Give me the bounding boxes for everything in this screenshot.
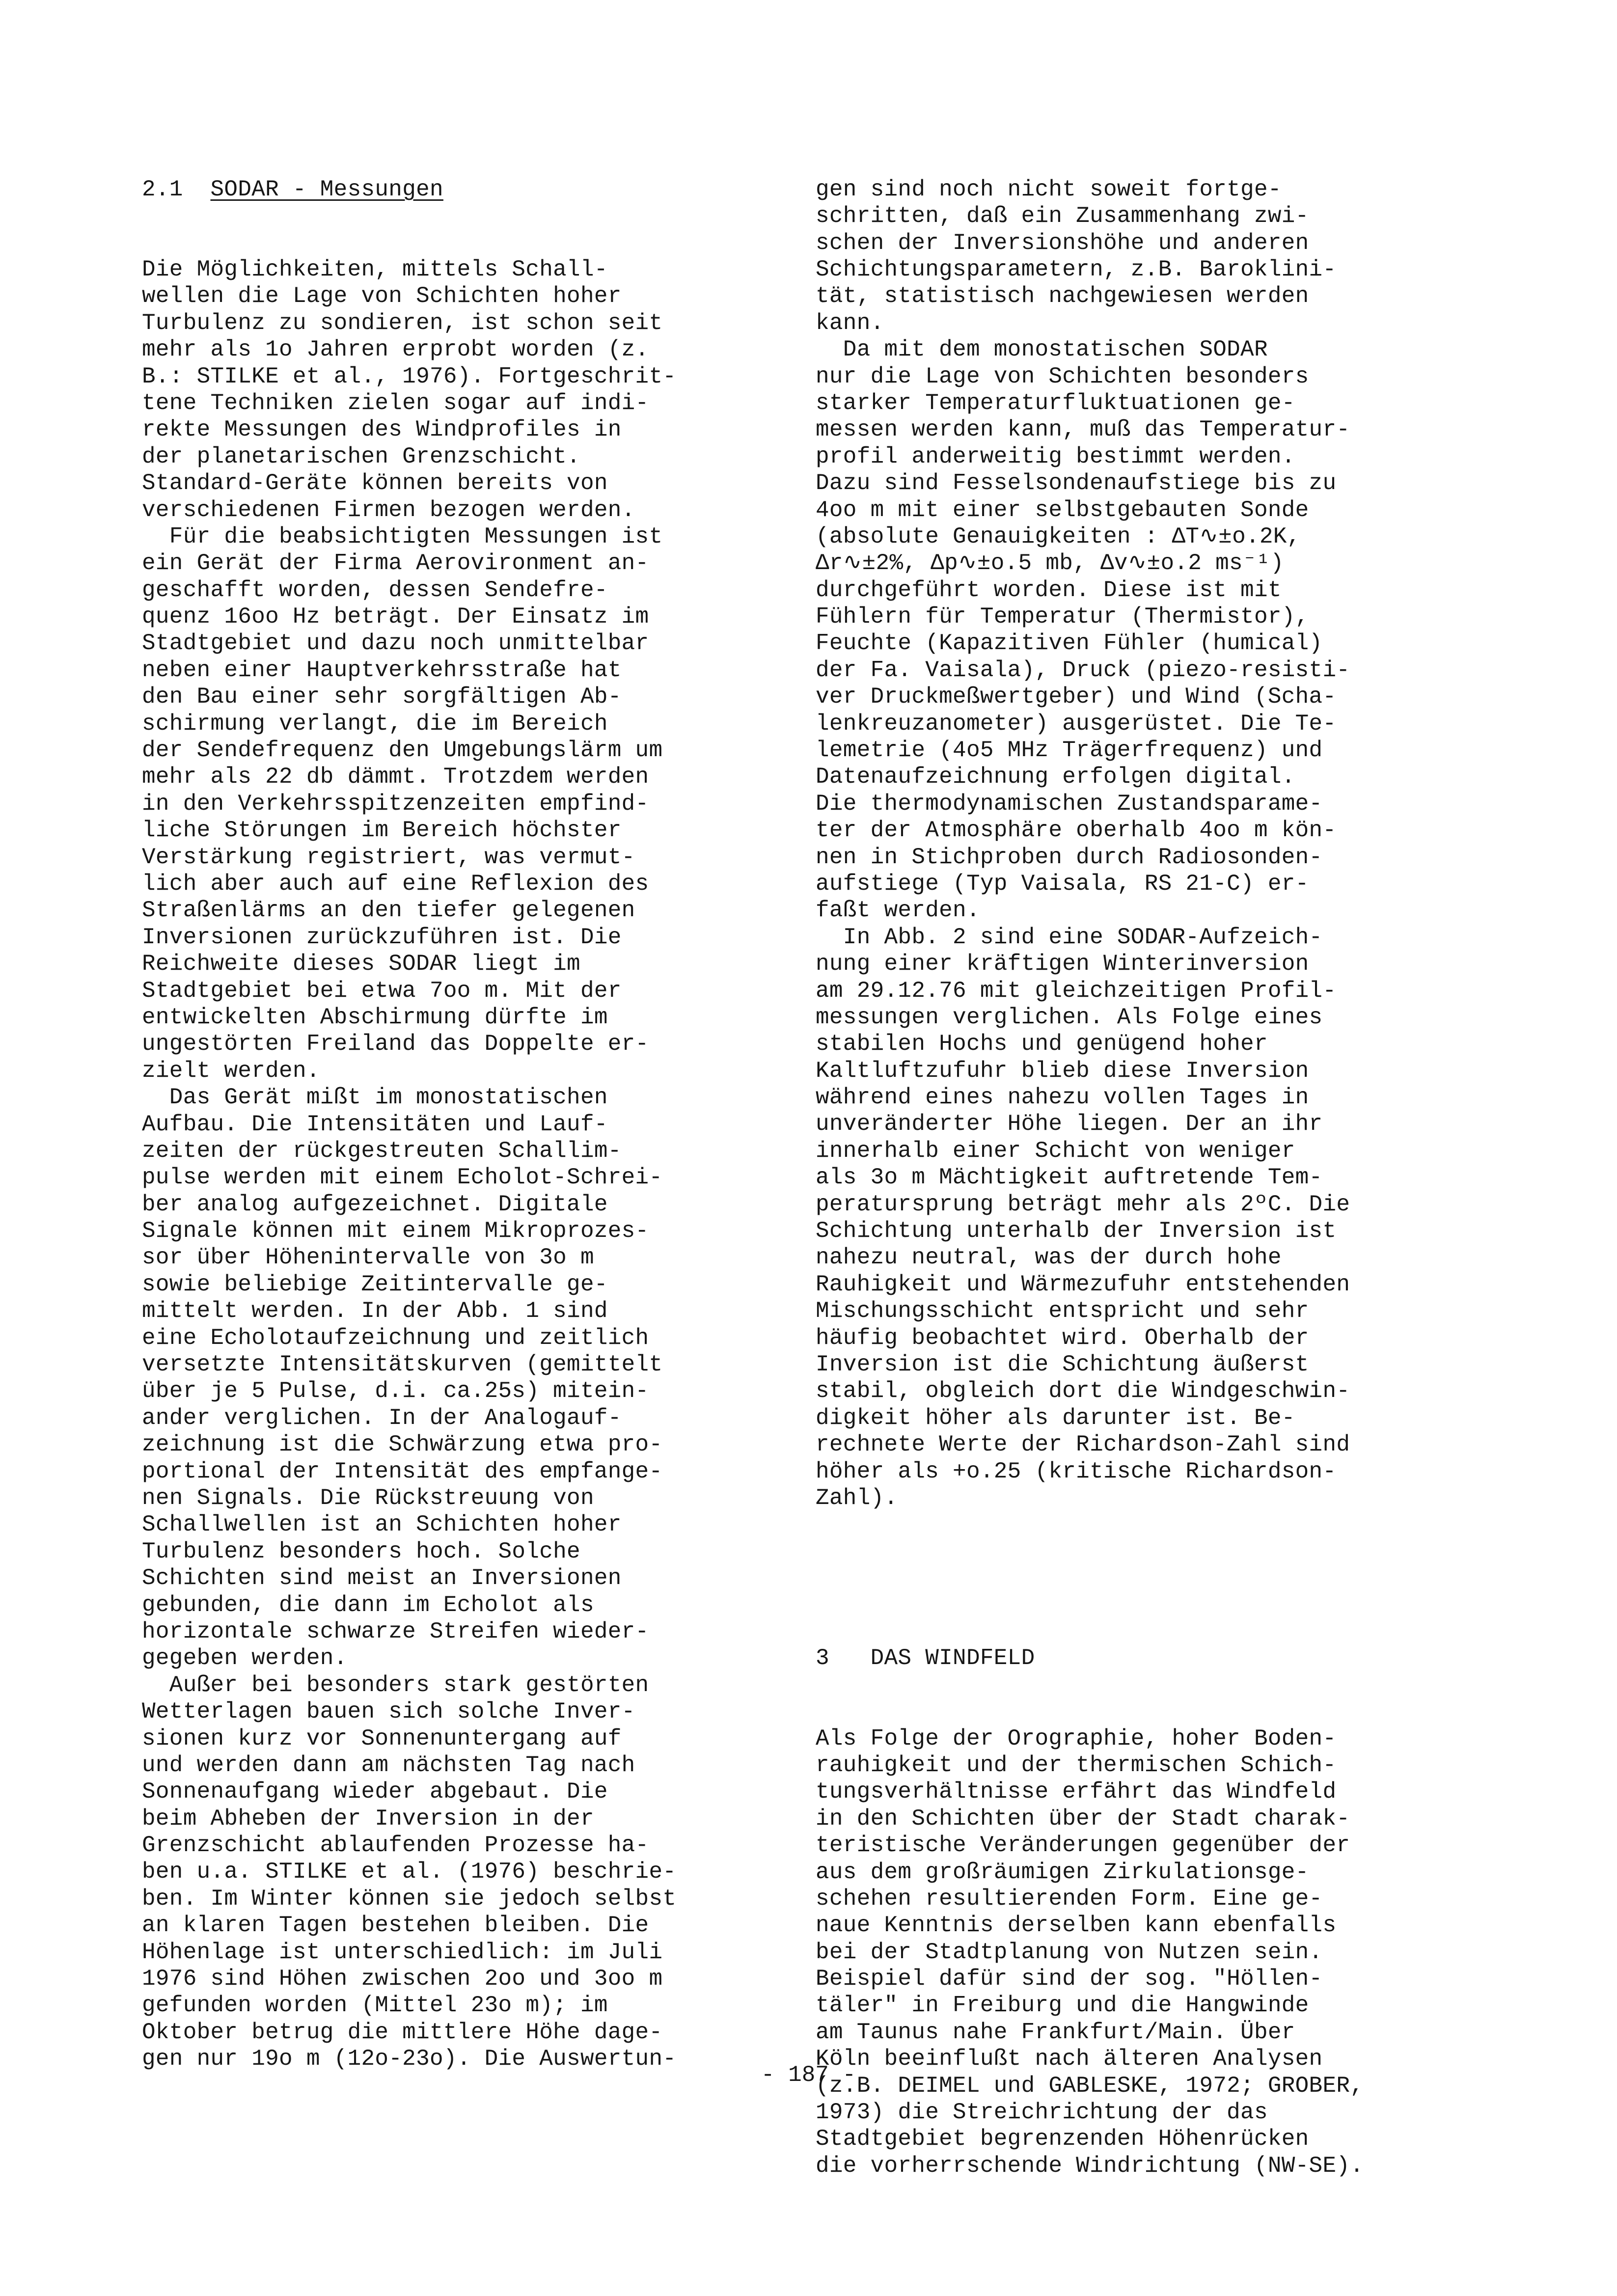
- text-line: beim Abheben der Inversion in der: [142, 1805, 594, 1831]
- right-column: [816, 123, 1469, 2206]
- text-line: rekte Messungen des Windprofiles in: [142, 417, 622, 443]
- text-line: Das Gerät mißt im monostatischen: [142, 1085, 608, 1111]
- text-line: 4oo m mit einer selbstgebauten Sonde: [816, 497, 1309, 523]
- text-line: den Bau einer sehr sorgfältigen Ab-: [142, 684, 622, 710]
- text-line: ein Gerät der Firma Aerovironment an-: [142, 550, 649, 576]
- text-line: rechnete Werte der Richardson-Zahl sind: [816, 1432, 1350, 1458]
- text-line: aus dem großräumigen Zirkulationsge-: [816, 1859, 1309, 1885]
- text-line: tene Techniken zielen sogar auf indi-: [142, 390, 649, 416]
- text-line: kann.: [816, 310, 884, 336]
- section-number: 3: [816, 1645, 829, 1671]
- text-line: nung einer kräftigen Winterinversion: [816, 951, 1309, 977]
- text-line: während eines nahezu vollen Tages in: [816, 1085, 1309, 1111]
- text-line: geschafft worden, dessen Sendefre-: [142, 577, 608, 603]
- text-line: Schichtung unterhalb der Inversion ist: [816, 1218, 1337, 1244]
- text-line: tät, statistisch nachgewiesen werden: [816, 283, 1309, 309]
- text-line: messungen verglichen. Als Folge eines: [816, 1004, 1323, 1030]
- text-line: schen der Inversionshöhe und anderen: [816, 230, 1309, 256]
- right-column-body-top: [816, 176, 1469, 1512]
- text-line: häufig beobachtet wird. Oberhalb der: [816, 1325, 1309, 1351]
- text-line: Stadtgebiet bei etwa 7oo m. Mit der: [142, 978, 622, 1004]
- text-line: lenkreuzanometer) ausgerüstet. Die Te-: [816, 711, 1337, 737]
- text-line: Schichtungsparametern, z.B. Baroklini-: [816, 256, 1337, 282]
- text-line: bei der Stadtplanung von Nutzen sein.: [816, 1939, 1323, 1965]
- text-line: sor über Höhenintervalle von 3o m: [142, 1245, 594, 1271]
- text-line: zielt werden.: [142, 1058, 320, 1084]
- text-line: Schichten sind meist an Inversionen: [142, 1565, 622, 1591]
- section-number: 2.1: [142, 176, 183, 202]
- text-line: ben u.a. STILKE et al. (1976) beschrie-: [142, 1859, 677, 1885]
- text-line: Höhenlage ist unterschiedlich: im Juli: [142, 1939, 663, 1965]
- text-line: B.: STILKE et al., 1976). Fortgeschrit-: [142, 363, 677, 389]
- text-line: Δr∿±2%, Δp∿±o.5 mb, Δv∿±o.2 ms⁻¹): [816, 550, 1284, 576]
- text-line: Stadtgebiet begrenzenden Höhenrücken: [816, 2126, 1309, 2152]
- text-line: Aufbau. Die Intensitäten und Lauf-: [142, 1111, 608, 1137]
- text-line: an klaren Tagen bestehen bleiben. Die: [142, 1913, 649, 1939]
- text-line: ter der Atmosphäre oberhalb 4oo m kön-: [816, 818, 1337, 844]
- text-line: mittelt werden. In der Abb. 1 sind: [142, 1298, 608, 1324]
- text-line: ber analog aufgezeichnet. Digitale: [142, 1191, 608, 1217]
- text-line: Inversionen zurückzuführen ist. Die: [142, 924, 622, 950]
- text-line: wellen die Lage von Schichten hoher: [142, 283, 622, 309]
- text-line: verschiedenen Firmen bezogen werden.: [142, 497, 635, 523]
- text-line: nur die Lage von Schichten besonders: [816, 363, 1309, 389]
- section-gap: [816, 1565, 1469, 1591]
- text-line: 1976 sind Höhen zwischen 2oo und 3oo m: [142, 1966, 663, 1992]
- text-line: versetzte Intensitätskurven (gemittelt: [142, 1352, 663, 1378]
- text-line: ander verglichen. In der Analogauf-: [142, 1405, 622, 1431]
- section-heading-3: [816, 1645, 1469, 1671]
- text-line: nen Signals. Die Rückstreuung von: [142, 1485, 594, 1511]
- text-line: nen in Stichproben durch Radiosonden-: [816, 844, 1323, 870]
- text-line: naue Kenntnis derselben kann ebenfalls: [816, 1913, 1337, 1939]
- text-line: Inversion ist die Schichtung äußerst: [816, 1352, 1309, 1377]
- text-line: durchgeführt worden. Diese ist mit: [816, 577, 1282, 603]
- text-line: sowie beliebige Zeitintervalle ge-: [142, 1271, 608, 1297]
- text-line: liche Störungen im Bereich höchster: [142, 818, 622, 844]
- text-line: Zahl).: [816, 1485, 898, 1511]
- text-line: am 29.12.76 mit gleichzeitigen Profil-: [816, 978, 1337, 1004]
- text-line: Kaltluftzufuhr blieb diese Inversion: [816, 1058, 1309, 1084]
- text-line: Straßenlärms an den tiefer gelegenen: [142, 898, 635, 924]
- text-line: am Taunus nahe Frankfurt/Main. Über: [816, 2019, 1295, 2045]
- text-line: schritten, daß ein Zusammenhang zwi-: [816, 203, 1309, 229]
- text-line: sionen kurz vor Sonnenuntergang auf: [142, 1725, 622, 1751]
- text-line: teristische Veränderungen gegenüber der: [816, 1832, 1350, 1859]
- text-line: Standard-Geräte können bereits von: [142, 470, 608, 496]
- text-line: Wetterlagen bauen sich solche Inver-: [142, 1699, 635, 1725]
- text-line: Feuchte (Kapazitiven Fühler (humical): [816, 630, 1323, 656]
- text-line: Als Folge der Orographie, hoher Boden-: [816, 1725, 1337, 1751]
- text-line: Datenaufzeichnung erfolgen digital.: [816, 764, 1295, 790]
- text-line: mehr als 1o Jahren erprobt worden (z.: [142, 337, 649, 363]
- text-line: rauhigkeit und der thermischen Schich-: [816, 1752, 1337, 1778]
- text-line: Da mit dem monostatischen SODAR: [816, 337, 1268, 363]
- text-line: innerhalb einer Schicht von weniger: [816, 1138, 1295, 1164]
- text-line: gen sind noch nicht soweit fortge-: [816, 176, 1282, 202]
- text-line: gen nur 19o m (12o-23o). Die Auswertun-: [142, 2046, 677, 2072]
- text-line: mehr als 22 db dämmt. Trotzdem werden: [142, 764, 649, 790]
- text-line: über je 5 Pulse, d.i. ca.25s) mitein-: [142, 1378, 649, 1404]
- text-line: die vorherrschende Windrichtung (NW-SE).: [816, 2153, 1364, 2179]
- text-line: Beispiel dafür sind der sog. "Höllen-: [816, 1966, 1323, 1992]
- text-line: Oktober betrug die mittlere Höhe dage-: [142, 2019, 663, 2045]
- text-line: quenz 16oo Hz beträgt. Der Einsatz im: [142, 604, 649, 630]
- text-line: messen werden kann, muß das Temperatur-: [816, 417, 1350, 443]
- text-line: in den Schichten über der Stadt charak-: [816, 1805, 1350, 1831]
- text-line: ungestörten Freiland das Doppelte er-: [142, 1031, 649, 1057]
- text-line: Fühlern für Temperatur (Thermistor),: [816, 604, 1309, 630]
- text-line: stabil, obgleich dort die Windgeschwin-: [816, 1378, 1350, 1404]
- text-line: Köln beeinflußt nach älteren Analysen: [816, 2046, 1323, 2072]
- text-line: Die Möglichkeiten, mittels Schall-: [142, 257, 608, 283]
- text-line: Reichweite dieses SODAR liegt im: [142, 951, 580, 977]
- text-line: eine Echolotaufzeichnung und zeitlich: [142, 1325, 649, 1351]
- text-line: digkeit höher als darunter ist. Be-: [816, 1405, 1295, 1431]
- text-line: tungsverhältnisse erfährt das Windfeld: [816, 1779, 1337, 1805]
- text-line: lemetrie (4o5 MHz Trägerfrequenz) und: [816, 738, 1323, 764]
- text-line: (z.B. DEIMEL und GABLESKE, 1972; GROBER,: [816, 2073, 1364, 2099]
- section-title: SODAR - Messungen: [210, 176, 443, 202]
- text-line: 1973) die Streichrichtung der das: [816, 2100, 1268, 2126]
- text-line: schirmung verlangt, die im Bereich: [142, 711, 608, 737]
- text-line: höher als +o.25 (kritische Richardson-: [816, 1458, 1337, 1484]
- text-line: portional der Intensität des empfange-: [142, 1458, 663, 1484]
- text-line: In Abb. 2 sind eine SODAR-Aufzeich-: [816, 924, 1323, 950]
- text-line: Für die beabsichtigten Messungen ist: [142, 523, 663, 549]
- text-line: Schallwellen ist an Schichten hoher: [142, 1512, 622, 1538]
- right-column-body-bottom: [816, 1725, 1469, 2180]
- text-line: faßt werden.: [816, 898, 980, 924]
- text-line: neben einer Hauptverkehrsstraße hat: [142, 657, 622, 683]
- text-line: Signale können mit einem Mikroprozes-: [142, 1218, 649, 1244]
- text-line: unveränderter Höhe liegen. Der an ihr: [816, 1111, 1323, 1137]
- text-line: starker Temperaturfluktuationen ge-: [816, 390, 1295, 416]
- left-column: [142, 123, 780, 2099]
- text-line: und werden dann am nächsten Tag nach: [142, 1752, 635, 1778]
- text-line: Turbulenz besonders hoch. Solche: [142, 1538, 580, 1564]
- text-line: ben. Im Winter können sie jedoch selbst: [142, 1886, 677, 1912]
- text-line: Verstärkung registriert, was vermut-: [142, 844, 635, 870]
- section-title: DAS WINDFELD: [870, 1645, 1035, 1671]
- text-line: Die thermodynamischen Zustandsparame-: [816, 791, 1323, 817]
- text-line: zeichnung ist die Schwärzung etwa pro-: [142, 1432, 663, 1458]
- text-line: peratursprung beträgt mehr als 2ºC. Die: [816, 1191, 1350, 1217]
- text-line: täler" in Freiburg und die Hangwinde: [816, 1993, 1309, 2019]
- text-line: Turbulenz zu sondieren, ist schon seit: [142, 310, 663, 336]
- text-line: der Fa. Vaisala), Druck (piezo-resisti-: [816, 657, 1350, 683]
- text-line: der Sendefrequenz den Umgebungslärm um: [142, 738, 663, 764]
- text-line: pulse werden mit einem Echolot-Schrei-: [142, 1165, 663, 1191]
- text-line: Sonnenaufgang wieder abgebaut. Die: [142, 1779, 608, 1805]
- page-number: - 187 -: [761, 2062, 856, 2088]
- text-line: gegeben werden.: [142, 1645, 348, 1671]
- text-line: aufstiege (Typ Vaisala, RS 21-C) er-: [816, 871, 1309, 897]
- text-line: Mischungsschicht entspricht und sehr: [816, 1298, 1309, 1324]
- text-line: stabilen Hochs und genügend hoher: [816, 1031, 1268, 1057]
- text-line: schehen resultierenden Form. Eine ge-: [816, 1886, 1323, 1912]
- text-line: ver Druckmeßwertgeber) und Wind (Scha-: [816, 684, 1337, 710]
- text-line: der planetarischen Grenzschicht.: [142, 443, 580, 469]
- text-line: zeiten der rückgestreuten Schallim-: [142, 1138, 622, 1164]
- text-line: in den Verkehrsspitzenzeiten empfind-: [142, 791, 649, 817]
- text-line: gefunden worden (Mittel 23o m); im: [142, 1993, 608, 2019]
- text-line: profil anderweitig bestimmt werden.: [816, 443, 1295, 469]
- text-line: Grenzschicht ablaufenden Prozesse ha-: [142, 1832, 649, 1859]
- text-line: Rauhigkeit und Wärmezufuhr entstehenden: [816, 1271, 1350, 1297]
- text-line: horizontale schwarze Streifen wieder-: [142, 1618, 649, 1644]
- text-line: gebunden, die dann im Echolot als: [142, 1592, 594, 1618]
- text-line: als 3o m Mächtigkeit auftretende Tem-: [816, 1165, 1323, 1191]
- text-line: entwickelten Abschirmung dürfte im: [142, 1004, 608, 1030]
- text-line: Stadtgebiet und dazu noch unmittelbar: [142, 630, 649, 656]
- section-heading-2-1: [142, 176, 780, 203]
- text-line: lich aber auch auf eine Reflexion des: [142, 871, 649, 897]
- text-line: nahezu neutral, was der durch hohe: [816, 1245, 1282, 1271]
- text-line: (absolute Genauigkeiten : ΔT∿±o.2K,: [816, 523, 1301, 549]
- left-column-body: [142, 256, 780, 2073]
- text-line: Außer bei besonders stark gestörten: [142, 1672, 649, 1698]
- text-line: Dazu sind Fesselsondenaufstiege bis zu: [816, 470, 1337, 496]
